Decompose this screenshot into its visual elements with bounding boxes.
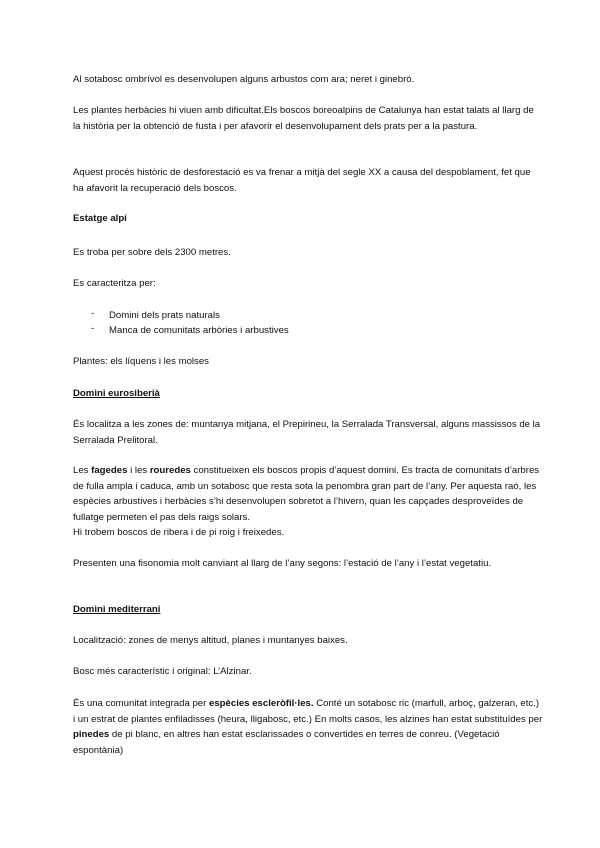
list-item: Manca de comunitats arbòries i arbustives xyxy=(109,325,289,336)
paragraph: Plantes: els líquens i les molses xyxy=(73,356,209,367)
paragraph: Les plantes herbàcies hi viuen amb dificultat.Els boscos boreoalpins de Catalunya han estat talats al llarg de la història per la obtenció de fusta i per afavorir el desenvolupament dels prats per a la pastura. xyxy=(73,105,534,132)
paragraph: És localitza a les zones de: muntanya mitjana, el Prepirineu, la Serralada Transversal, alguns massissos de la Serralada Prelitoral. xyxy=(73,419,541,446)
paragraph: És una comunitat integrada per espècies escleròfil·les. Conté un sotabosc ric (marfull, arboç, galzeran, etc.) i un estrat de plantes enfiladisses (heura, lligabosc, etc.) En molts casos, les alzines han estat substituïdes per pinedes de pi blanc, en altres han estat esclarissades o convertides en terres de conreu. (Vegetació espontània) xyxy=(73,698,543,756)
paragraph: Hi trobem boscos de ribera i de pi roig i freixedes. xyxy=(73,527,285,538)
paragraph: Es caracteritza per: xyxy=(73,278,156,289)
list-item: Domini dels prats naturals xyxy=(109,310,220,321)
paragraph: Al sotabosc ombrívol es desenvolupen alguns arbustos com ara; neret i ginebró. xyxy=(73,74,415,85)
list-bullet: - xyxy=(91,308,95,319)
paragraph: Localització: zones de menys altitud, planes i muntanyes baixes. xyxy=(73,635,348,646)
paragraph: Es troba per sobre dels 2300 metres. xyxy=(73,247,231,258)
paragraph: Presenten una fisonomia molt canviant al llarg de l’any segons: l’estació de l’any i l’estat vegetatiu. xyxy=(73,558,492,569)
list-bullet: - xyxy=(91,323,95,334)
heading-domini-eurosiberia: Domini eurosiberià xyxy=(73,388,160,399)
paragraph: Les fagedes i les rouredes constitueixen els boscos propis d’aquest domini. Es tracta de comunitats d’arbres de fulla ampla i caduca, amb un sotabosc que resta sota la penombra gran part de l’any. Per aquesta raó, les espècies arbustives i herbàcies s’hi desenvolupen sobretot a l’hivern, quan les capçades desproveïdes de fullatge permeten el pas dels raigs solars. xyxy=(73,465,540,523)
heading-domini-mediterrani: Domini mediterrani xyxy=(73,604,161,615)
heading-estatge-alpi: Estatge alpí xyxy=(73,213,127,224)
paragraph: Bosc més característic i original: L’Alzinar. xyxy=(73,666,252,677)
paragraph: Aquest procés històric de desforestació es va frenar a mitjà del segle XX a causa del despoblament, fet que ha afavorit la recuperació dels boscos. xyxy=(73,167,531,194)
